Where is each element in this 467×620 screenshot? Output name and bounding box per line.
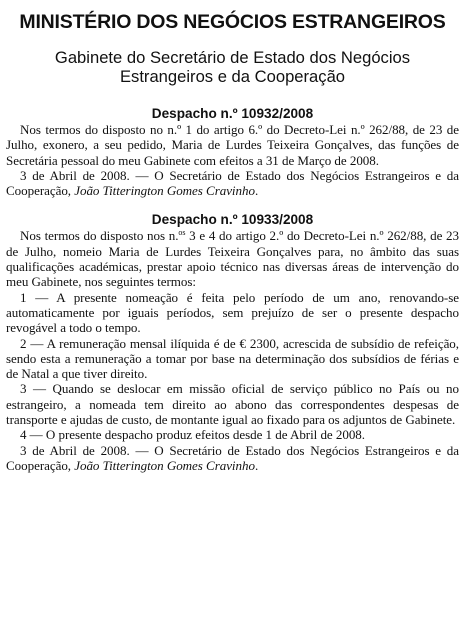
- signature-line: [6, 168, 459, 199]
- signature-text: 3 de Abril de 2008. — O Secretário de Estado dos Negócios Estrangeiros e da Cooperação,: [6, 442, 459, 473]
- signature-end: .: [254, 457, 259, 473]
- signature-line: [6, 443, 459, 474]
- signatory-name: João Titterington Gomes Cravinho: [74, 183, 255, 199]
- intro-text-b: 3 e 4 do artigo 2.º do Decreto-Lei n.º 262/88, de 23 de Julho, nomeio Maria de Lurdes Teixeira Gonçalves para, no âmbito das suas qualificações académicas, prestar apoio técnico nas diversas áreas de intervenção do meu Gabinete, nos seguintes termos:: [6, 228, 459, 290]
- cabinet-heading: [6, 48, 459, 86]
- signature-end: .: [254, 183, 259, 199]
- despacho-10932: [6, 105, 459, 198]
- signature-text: 3 de Abril de 2008. — O Secretário de Estado dos Negócios Estrangeiros e da Cooperação,: [6, 167, 459, 199]
- cabinet-line-1: Gabinete do Secretário de Estado dos Negócios: [54, 48, 411, 67]
- despacho-title: Despacho n.º 10933/2008: [151, 212, 314, 228]
- despacho-body: Nos termos do disposto no n.º 1 do artigo 6.º do Decreto-Lei n.º 262/88, de 23 de Julho, exonero, a seu pedido, Maria de Lurdes Teixeira Gonçalves, das funções de Secretária pessoal do meu Gabinete com efeitos a 31 de Março de 2008.: [6, 122, 459, 168]
- clause-2: 2 — A remuneração mensal ilíquida é de € 2300, acrescida de subsídio de refeição, sendo esta a remuneração a tomar por base na determinação dos subsídios de férias e de Natal a que tiver direito.: [6, 335, 459, 382]
- intro-superscript: os: [178, 228, 186, 238]
- clause-4: 4 — O presente despacho produz efeitos desde 1 de Abril de 2008.: [20, 427, 365, 443]
- clause-1: 1 — A presente nomeação é feita pelo período de um ano, renovando-se automaticamente por iguais períodos, sem prejuízo de ser o presente despacho revogável a todo o tempo.: [6, 289, 459, 336]
- ministry-heading: MINISTÉRIO DOS NEGÓCIOS ESTRANGEIROS: [19, 11, 446, 33]
- signatory-name: João Titterington Gomes Cravinho: [74, 457, 255, 473]
- despacho-10933: [6, 211, 459, 473]
- intro-text-a: Nos termos do disposto nos n.: [20, 228, 179, 244]
- cabinet-line-2: Estrangeiros e da Cooperação: [119, 67, 346, 86]
- clause-3: 3 — Quando se deslocar em missão oficial de serviço público no País ou no estrangeiro, a nomeada tem direito ao abono das correspondentes despesas de transporte e ajudas de custo, de montante igual ao fixado para os adjuntos de Gabinete.: [6, 381, 459, 428]
- despacho-intro: [6, 228, 459, 289]
- despacho-title: Despacho n.º 10932/2008: [151, 106, 314, 121]
